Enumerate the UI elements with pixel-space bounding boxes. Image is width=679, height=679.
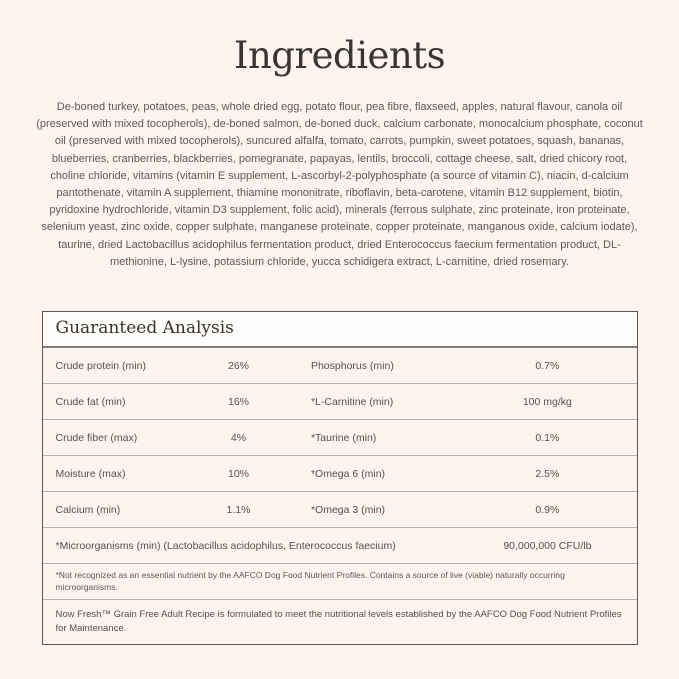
nutrient-label: *Taurine (min) xyxy=(310,431,377,444)
nutrient-value: 2.5% xyxy=(535,467,560,480)
table-row-calcium xyxy=(43,492,637,528)
nutrient-label: Crude protein (min) xyxy=(55,359,146,372)
page-title: Ingredients xyxy=(233,34,446,77)
nutrient-value: 26% xyxy=(227,359,249,372)
table-row-microorganisms xyxy=(43,528,637,564)
nutrient-value: 0.7% xyxy=(535,359,560,372)
nutrient-value: 4% xyxy=(230,431,247,444)
nutrient-label: Phosphorus (min) xyxy=(310,359,394,372)
table-row-moisture xyxy=(43,456,637,492)
nutrient-label: *Omega 6 (min) xyxy=(310,467,386,480)
nutrient-label: Crude fiber (max) xyxy=(55,431,138,444)
nutrient-label: *L-Carnitine (min) xyxy=(310,395,394,408)
nutrient-value: 10% xyxy=(227,467,249,480)
nutrient-value: 16% xyxy=(227,395,249,408)
nutrient-label: *Omega 3 (min) xyxy=(310,503,386,516)
table-row-crude-fat xyxy=(43,384,637,420)
nutrient-value: 0.1% xyxy=(535,431,560,444)
nutrient-label: Moisture (max) xyxy=(55,467,126,480)
guaranteed-analysis-heading: Guaranteed Analysis xyxy=(43,312,637,348)
aafco-footnote: *Not recognized as an essential nutrient by the AAFCO Dog Food Nutrient Profiles. Contains a source of live (viable) naturally occurring microorganisms. xyxy=(43,564,637,600)
guaranteed-analysis-table xyxy=(42,311,638,645)
table-row-crude-protein xyxy=(43,348,637,384)
nutrient-value: 0.9% xyxy=(535,503,560,516)
aafco-statement: Now Fresh™ Grain Free Adult Recipe is formulated to meet the nutritional levels established by the AAFCO Dog Food Nutrient Profiles for Maintenance. xyxy=(55,609,622,634)
nutrient-label: *Microorganisms (min) (Lactobacillus acidophilus, Enterococcus faecium) xyxy=(55,539,396,552)
nutrient-label: Calcium (min) xyxy=(55,503,121,516)
table-row-crude-fiber xyxy=(43,420,637,456)
nutrient-value: 1.1% xyxy=(226,503,251,516)
ingredients-paragraph: De-boned turkey, potatoes, peas, whole dried egg, potato flour, pea fibre, flaxseed, apples, natural flavour, canola oil (preserved with mixed tocopherols), de-boned salmon, de-boned duck, calcium carbonate, monocalcium phosphate, coconut oil (preserved with mixed tocopherols), suncured alfalfa, tomato, carrots, pumpkin, sweet potatoes, squash, bananas, blueberries, cranberries, blackberries, pomegranate, papayas, lentils, broccoli, cottage cheese, salt, dried chicory root, choline chloride, vitamins (vitamin E supplement, L-ascorbyl-2-polyphosphate (a source of vitamin C), niacin, d-calcium pantothenate, vitamin A supplement, thiamine mononitrate, riboflavin, beta-carotene, vitamin B12 supplement, biotin, pyridoxine hydrochloride, vitamin D3 supplement, folic acid), minerals (ferrous sulphate, zinc proteinate, iron proteinate, selenium yeast, zinc oxide, copper sulphate, manganese proteinate, copper proteinate, manganous oxide, calcium iodate), taurine, dried Lactobacillus acidophilus fermentation product, dried Enterococcus faecium fermentation product, DL-methionine, L-lysine, potassium chloride, yucca schidigera extract, L-carnitine, dried rosemary. xyxy=(36,101,643,268)
nutrient-value: 100 mg/kg xyxy=(522,395,572,408)
nutrient-value: 90,000,000 CFU/lb xyxy=(503,539,592,552)
nutrient-label: Crude fat (min) xyxy=(55,395,126,408)
